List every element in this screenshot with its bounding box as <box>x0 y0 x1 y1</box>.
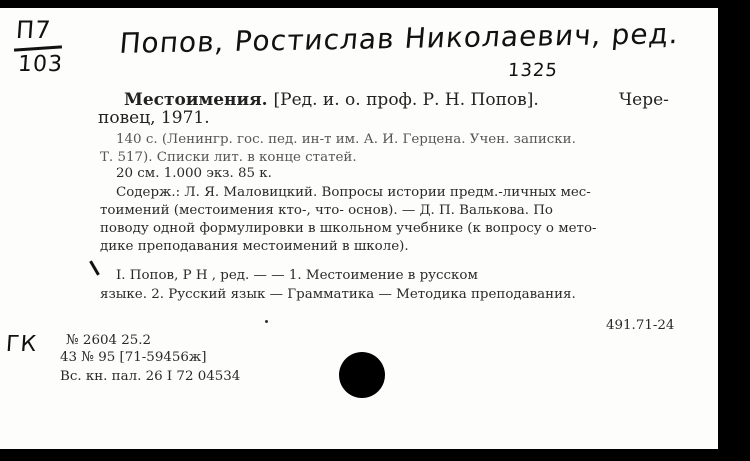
series-line-1: 140 с. (Ленингр. гос. пед. ин-т им. А. И. Герцена. Учен. записки. <box>116 132 576 147</box>
shelf-mark-top: П7 <box>15 16 53 44</box>
handwritten-gk-mark: ГК <box>5 332 38 357</box>
punched-hole <box>339 352 385 398</box>
series-line-2: Т. 517). Списки лит. в конце статей. <box>100 150 357 165</box>
contents-line-1: Содерж.: Л. Я. Маловицкий. Вопросы истории предм.-личных мес- <box>116 185 591 200</box>
pencil-tick-mark <box>89 260 100 275</box>
footer-line-1: № 2604 25.2 <box>66 333 152 348</box>
tracing-line-2: языке. 2. Русский язык — Грамматика — Методика преподавания. <box>100 287 576 302</box>
ink-dot <box>265 320 268 323</box>
contents-line-2: тоимений (местоимения кто-, что- основ). — Д. П. Валькова. По <box>100 203 553 218</box>
handwritten-number: 1325 <box>507 60 559 81</box>
tracing-line-1: I. Попов, Р Н , ред. — — 1. Местоимение в русском <box>116 268 478 283</box>
title-editor: [Ред. и. о. проф. Р. Н. Попов]. <box>273 90 539 110</box>
footer-line-3: Вс. кн. пал. 26 I 72 04534 <box>60 369 241 384</box>
shelf-mark-divider <box>14 45 62 51</box>
footer-line-2: 43 № 95 [71-59456ж] <box>60 350 207 365</box>
shelf-mark-bottom: 103 <box>17 52 64 77</box>
format-line: 20 см. 1.000 экз. 85 к. <box>116 166 272 181</box>
contents-line-4: дике преподавания местоимений в школе). <box>100 239 409 254</box>
handwritten-author: Попов, Ростислав Николаевич, ред. <box>118 17 681 60</box>
classification-number: 491.71-24 <box>606 318 675 333</box>
contents-line-3: поводу одной формулировки в школьном учебнике (к вопросу о мето- <box>100 221 597 236</box>
title-bold: Местоимения. <box>124 90 268 110</box>
entry-title <box>124 90 539 110</box>
place-end: повец, 1971. <box>98 108 210 128</box>
place-start: Чере- <box>619 90 669 110</box>
